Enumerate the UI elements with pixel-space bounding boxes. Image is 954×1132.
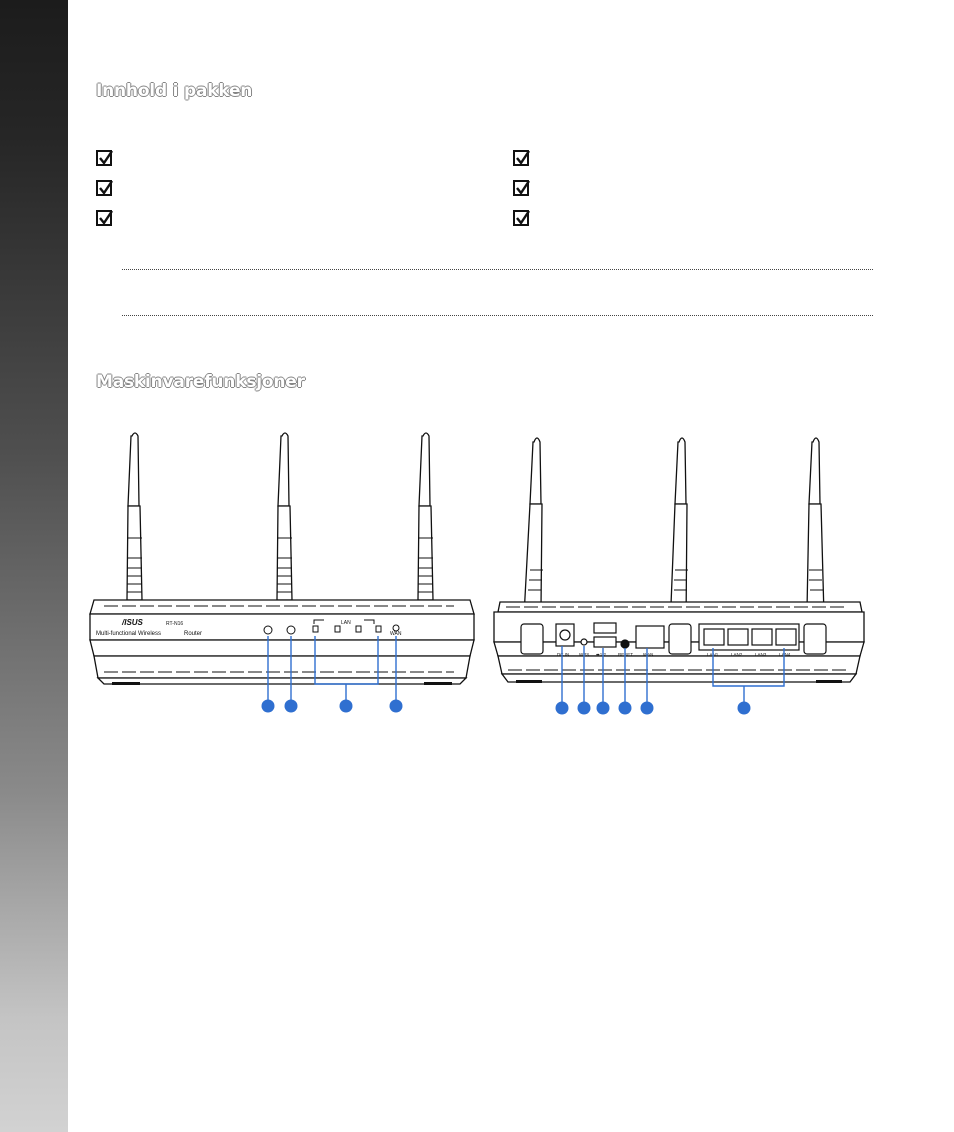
package-item (513, 209, 539, 227)
usb-label: ⬌1.2 (596, 652, 607, 657)
antenna-base-center (669, 624, 691, 654)
callout-marker (641, 702, 654, 715)
callout-marker (262, 700, 275, 713)
wan-label: WAN (390, 631, 402, 637)
package-item (513, 149, 539, 167)
model-label: RT-N16 (166, 621, 184, 627)
wan-port-label: WAN (643, 652, 654, 657)
dc-in-socket-icon (560, 630, 570, 640)
usb-port-icon (594, 637, 616, 647)
callout-marker (597, 702, 610, 715)
description-left: Multi-functional Wireless (96, 631, 162, 637)
checkbox-icon (513, 150, 529, 166)
lan-port-label: LAN2 (731, 652, 743, 657)
antenna-icon (418, 433, 433, 600)
lan-port-label: LAN1 (707, 652, 719, 657)
description-right: Router (184, 631, 203, 637)
usb-port-icon (594, 623, 616, 633)
callout-marker (619, 702, 632, 715)
package-contents-title: Innhold i pakken (96, 81, 253, 101)
checkbox-icon (513, 180, 529, 196)
lan-label: LAN (341, 620, 351, 626)
antenna-icon (670, 438, 688, 630)
router-back-illustration (486, 430, 870, 726)
package-item (96, 209, 122, 227)
hardware-features-title: Maskinvarefunksjoner (96, 372, 305, 392)
package-item (96, 149, 122, 167)
checkbox-icon (513, 210, 529, 226)
antenna-icon (524, 438, 543, 616)
checkbox-icon (96, 180, 112, 196)
callout-marker (578, 702, 591, 715)
antenna-base-left (521, 624, 543, 654)
wps-label: WPS (579, 652, 590, 657)
callout-marker (390, 700, 403, 713)
lan-port-icon (704, 629, 724, 645)
callout-marker (738, 702, 751, 715)
lan-port-icon (728, 629, 748, 645)
wps-button-icon (581, 639, 587, 645)
checkbox-icon (96, 150, 112, 166)
checkbox-icon (96, 210, 112, 226)
lan-port-label: LAN3 (755, 652, 767, 657)
wan-port-icon (636, 626, 664, 648)
callout-marker (556, 702, 569, 715)
lan-port-label: LAN4 (779, 652, 791, 657)
dc-in-label: DC IN (557, 652, 570, 657)
router-body (90, 600, 474, 684)
note-top-divider (122, 269, 873, 270)
side-bar (0, 0, 68, 1132)
brand-logo: /ISUS (122, 618, 143, 627)
antenna-icon (277, 433, 292, 600)
antenna-icon (127, 433, 142, 600)
package-item (513, 179, 539, 197)
router-front-illustration (84, 428, 480, 720)
lan-port-icon (776, 629, 796, 645)
callout-marker (340, 700, 353, 713)
antenna-base-right (804, 624, 826, 654)
reset-button-icon (621, 640, 629, 648)
lan-port-icon (752, 629, 772, 645)
callout-marker (285, 700, 298, 713)
reset-label: RESET (618, 652, 634, 657)
package-item (96, 179, 122, 197)
antenna-icon (807, 438, 824, 616)
note-bottom-divider (122, 315, 873, 316)
